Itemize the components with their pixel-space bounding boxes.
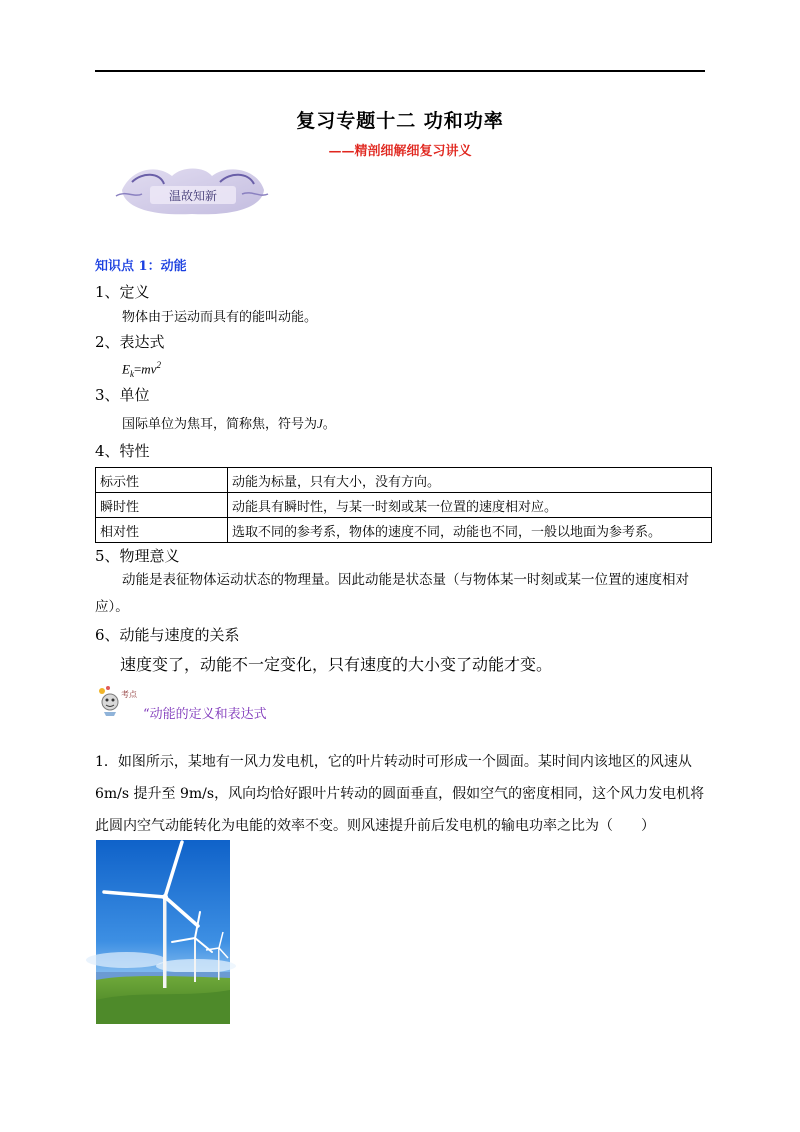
section-title: 知识点 1：动能 xyxy=(95,259,187,274)
page-subtitle: ——精剖细解细复习讲义 xyxy=(328,144,472,159)
review-banner-image xyxy=(112,160,272,222)
heading-definition: 1、定义 xyxy=(95,283,150,301)
heading-expression: 2、表达式 xyxy=(95,333,165,351)
heading-unit: 3、单位 xyxy=(95,386,150,404)
unit-text: 国际单位为焦耳，简称焦，符号为J。 xyxy=(122,416,336,432)
banner-text: 温故知新 xyxy=(168,189,218,203)
heading-physical-meaning: 5、物理意义 xyxy=(95,547,180,565)
unit-symbol: J xyxy=(317,416,323,431)
svg-text:考点: 考点 xyxy=(121,690,137,699)
table-cell-description: 选取不同的参考系，物体的速度不同，动能也不同，一般以地面为参考系。 xyxy=(228,518,712,543)
table-row xyxy=(96,468,712,493)
table-cell-description: 动能为标量，只有大小，没有方向。 xyxy=(228,468,712,493)
question-text: 1．如图所示，某地有一风力发电机，它的叶片转动时可形成一个圆面。某时间内该地区的风速从6m/s 提升至 9m/s，风向均恰好跟叶片转动的圆面垂直，假如空气的密度相同，这个风力发电机将此圆内空气动能转化为电能的效率不变。则风速提升前后发电机的输电功率之比为（ ） xyxy=(95,754,705,834)
physical-meaning-text: 动能是表征物体运动状态的物理量。因此动能是状态量（与物体某一时刻或某一位置的速度相对应）。 xyxy=(95,572,689,615)
heading-properties: 4、特性 xyxy=(95,442,150,460)
definition-text: 物体由于运动而具有的能叫动能。 xyxy=(122,310,318,325)
page-title: 复习专题十二 功和功率 xyxy=(296,110,504,132)
table-cell-property: 标示性 xyxy=(96,468,228,493)
heading-energy-velocity: 6、动能与速度的关系 xyxy=(95,626,240,644)
kaodian-icon xyxy=(96,684,137,718)
kaodian-label: “动能的定义和表达式 xyxy=(143,707,267,722)
table-cell-description: 动能具有瞬时性，与某一时刻或某一位置的速度相对应。 xyxy=(228,493,712,518)
table-row xyxy=(96,518,712,543)
table-row xyxy=(96,493,712,518)
top-rule xyxy=(95,70,705,72)
properties-table xyxy=(95,467,712,543)
energy-velocity-text: 速度变了，动能不一定变化，只有速度的大小变了动能才变。 xyxy=(120,655,553,674)
kinetic-energy-formula: $E_k=mv^2$ xyxy=(122,360,161,379)
table-cell-property: 瞬时性 xyxy=(96,493,228,518)
table-cell-property: 相对性 xyxy=(96,518,228,543)
wind-turbine-photo xyxy=(96,840,230,1024)
